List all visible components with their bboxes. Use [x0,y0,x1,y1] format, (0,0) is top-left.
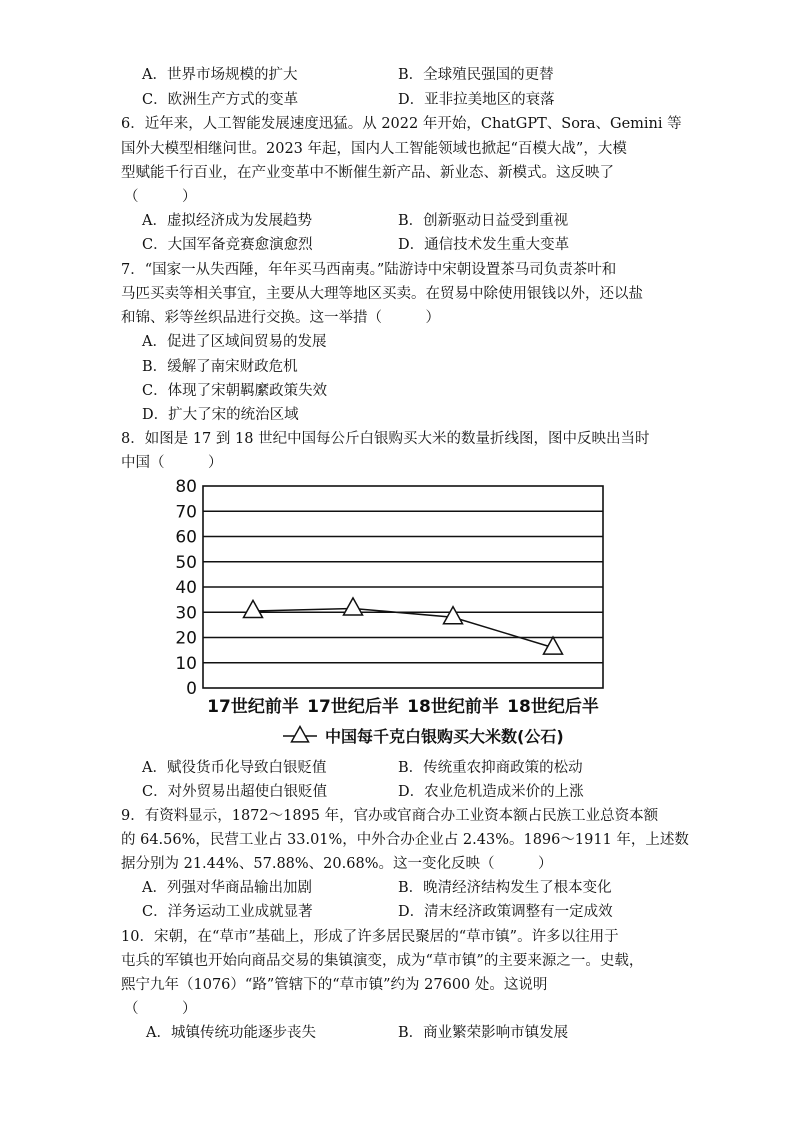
q6-stem-line: 国外大模型相继问世。2023 年起，国内人工智能领域也掀起“百模大战”，大模 [121,141,627,157]
q7-stem-line: 和锦、彩等丝织品进行交换。这一举措（ ） [121,310,440,326]
y-tick-label: 70 [175,502,197,523]
y-tick-label: 50 [175,552,197,573]
q5-option-d: D．亚非拉美地区的衰落 [398,92,555,108]
x-tick-label: 18世纪后半 [507,697,599,717]
data-point-triangle [344,598,363,615]
x-tick-label: 17世纪后半 [307,697,399,717]
q8-stem-line: 中国（ ） [121,455,223,471]
legend-label: 中国每千克白银购买大米数(公石) [325,727,564,746]
y-tick-label: 0 [186,679,197,699]
y-tick-label: 20 [175,628,197,649]
y-tick-label: 60 [175,527,197,548]
q7-option-a: A．促进了区域间贸易的发展 [142,334,327,350]
q7-option-d: D．扩大了宋的统治区域 [142,407,299,423]
rice-silver-line-chart [165,474,615,759]
q7-stem-line: 7．“国家一从失西陲，年年买马西南夷。”陆游诗中宋朝设置茶马司负责茶叶和 [121,262,617,278]
q8-option-b: B．传统重农抑商政策的松动 [398,760,583,776]
q9-option-d: D．清末经济政策调整有一定成效 [398,904,613,920]
q10-stem-line: 10．宋朝，在“草市”基础上，形成了许多居民聚居的“草市镇”。许多以往用于 [121,929,619,945]
q9-stem-line: 的 64.56%，民营工业占 33.01%，中外合办企业占 2.43%。1896～1911 年，上述数 [121,832,689,848]
q6-answer-blank: （ ） [124,189,197,205]
q9-stem-line: 9．有资料显示，1872～1895 年，官办或官商合办工业资本额占民族工业总资本额 [121,808,659,824]
q6-option-c: C．大国军备竞赛愈演愈烈 [142,237,313,253]
q9-option-a: A．列强对华商品输出加剧 [142,880,312,896]
legend-marker [292,727,309,742]
q7-stem-line: 马匹买卖等相关事宜，主要从大理等地区买卖。在贸易中除使用银钱以外，还以盐 [121,286,643,302]
y-tick-label: 80 [175,477,197,497]
q6-option-b: B．创新驱动日益受到重视 [398,213,569,229]
y-tick-label: 40 [175,578,197,598]
q5-option-b: B．全球殖民强国的更替 [398,67,554,83]
q6-stem-line: 6．近年来，人工智能发展速度迅猛。从 2022 年开始，ChatGPT、Sora、Gemini 等 [121,116,682,132]
q7-option-b: B．缓解了南宋财政危机 [142,359,298,375]
q6-option-a: A．虚拟经济成为发展趋势 [142,213,312,229]
y-tick-label: 10 [175,653,197,674]
q10-answer-blank: （ ） [124,1001,197,1017]
x-tick-label: 18世纪前半 [407,697,499,717]
y-tick-label: 30 [175,603,197,624]
q8-option-a: A．赋役货币化导致白银贬值 [142,760,327,776]
q8-stem-line: 8．如图是 17 到 18 世纪中国每公斤白银购买大米的数量折线图，图中反映出当时 [121,431,650,447]
q8-option-c: C．对外贸易出超使白银贬值 [142,784,328,800]
data-point-triangle [244,600,263,617]
q10-stem-line: 熙宁九年（1076）“路”管辖下的“草市镇”约为 27600 处。这说明 [121,977,548,993]
q9-option-b: B．晚清经济结构发生了根本变化 [398,880,612,896]
q8-option-d: D．农业危机造成米价的上涨 [398,784,584,800]
q10-option-b: B．商业繁荣影响市镇发展 [398,1025,569,1041]
q10-stem-line: 屯兵的军镇也开始向商品交易的集镇演变，成为“草市镇”的主要来源之一。史载， [121,953,644,969]
x-tick-label: 17世纪前半 [207,697,299,717]
q7-option-c: C．体现了宋朝羁縻政策失效 [142,383,328,399]
q9-option-c: C．洋务运动工业成就显著 [142,904,313,920]
q6-stem-line: 型赋能千行百业，在产业变革中不断催生新产品、新业态、新模式。这反映了 [121,165,614,181]
q9-stem-line: 据分别为 21.44%、57.88%、20.68%。这一变化反映（ ） [121,856,553,872]
q10-option-a: A．城镇传统功能逐步丧失 [146,1025,316,1041]
q6-option-d: D．通信技术发生重大变革 [398,237,570,253]
data-point-triangle [444,607,463,624]
series-line [253,608,553,647]
q5-option-c: C．欧洲生产方式的变革 [142,92,299,108]
q5-option-a: A．世界市场规模的扩大 [142,67,298,83]
